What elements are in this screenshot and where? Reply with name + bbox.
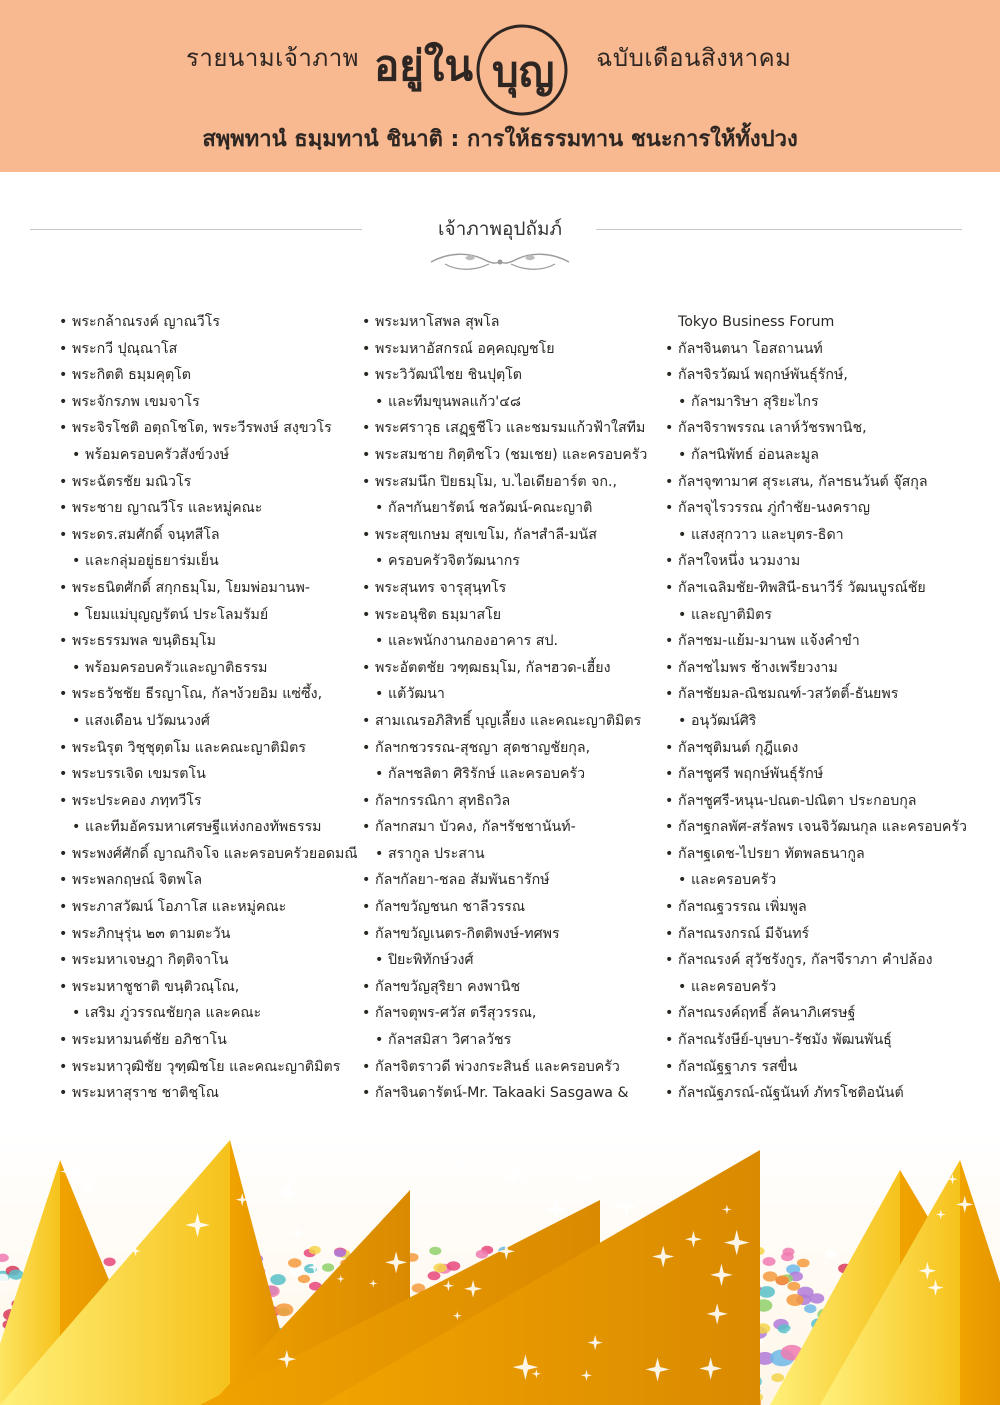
sponsor-entry <box>362 867 662 894</box>
sponsor-name: • กัลฯชัยมล-ณิชมณฑ์-วสวัตติ์-ธันยพร <box>665 681 995 708</box>
sponsor-entry <box>59 495 359 522</box>
sponsor-name: • กัลฯจิรวัฒน์ พฤกษ์พันธุ์รักษ์, <box>665 362 995 389</box>
sponsor-entry <box>59 974 359 1027</box>
sponsor-name-continued: • กัลฯสมิสา วิศาลวัชร <box>362 1027 662 1054</box>
sponsor-entry <box>665 548 995 575</box>
sponsor-list-column-3 <box>665 309 995 1107</box>
sponsor-entry <box>362 442 662 469</box>
sponsor-entry <box>665 761 995 788</box>
sponsor-name: • พระกล้าณรงค์ ญาณวีโร <box>59 309 359 336</box>
sponsor-entry <box>59 921 359 948</box>
sponsor-name-continued: • และครอบครัว <box>665 974 995 1001</box>
sponsor-entry <box>59 469 359 496</box>
sponsor-name: • พระอัตตชัย วฑฺฒธมฺโม, กัลฯฮวด-เฮี้ยง <box>362 655 662 682</box>
sponsor-name: • พระมหาชูชาติ ขนฺติวณฺโณ, <box>59 974 359 1001</box>
sponsor-name: • พระสมชาย กิตฺติชโว (ชมเชย) และครอบครัว <box>362 442 662 469</box>
sponsor-name: • พระอนุชิต ธมฺมาสโย <box>362 602 662 629</box>
header-tagline: สพฺพทานํ ธมฺมทานํ ชินาติ : การให้ธรรมทาน ชนะการให้ทั้งปวง <box>202 127 798 152</box>
sponsor-name: • กัลฯขวัญเนตร-กิตติพงษ์-ทศพร <box>362 921 662 948</box>
sponsor-name: • พระจิรโชติ อตฺถโชโต, พระวีรพงษ์ สงฺขวโร <box>59 415 359 442</box>
sponsor-name-continued: • ครอบครัวจิตวัฒนากร <box>362 548 662 575</box>
sponsor-name: • พระมหาอัสกรณ์ อคฺคญฺญชโย <box>362 336 662 363</box>
sponsor-name: • กัลฯชุติมนต์ กุฎีแดง <box>665 735 995 762</box>
sponsor-name-continued: • เสริม ภู่วรรณชัยกุล และคณะ <box>59 1000 359 1027</box>
sponsor-name-continued: • พร้อมครอบครัวสังข์วงษ์ <box>59 442 359 469</box>
sponsor-entry <box>665 788 995 815</box>
sponsor-entry <box>59 735 359 762</box>
sponsor-name-continued: • กัลฯกันยารัตน์ ชลวัฒน์-คณะญาติ <box>362 495 662 522</box>
sponsor-name-continued: • แสงสุกวาว และบุตร-ธิดา <box>665 522 995 549</box>
sponsor-name: • กัลฯกชวรรณ-สุชญา สุดชาญชัยกุล, <box>362 735 662 762</box>
sponsor-name: • กัลฯใจหนึ่ง นวมงาม <box>665 548 995 575</box>
sponsor-name: • พระธนิตศักดิ์ สกฺกธมฺโม, โยมพ่อมานพ- <box>59 575 359 602</box>
sponsor-name: • พระมหาวุฒิชัย วุฑฺฒิชโย และคณะญาติมิตร <box>59 1054 359 1081</box>
sponsor-name: • กัลฯณรงค์ สุวัชรังกูร, กัลฯจีราภา คำปล้อง <box>665 947 995 974</box>
sponsor-entry <box>362 894 662 921</box>
sponsor-entry <box>665 841 995 894</box>
sponsor-name: • พระฉัตรชัย มณิวโร <box>59 469 359 496</box>
logo-text-2: บุญ <box>492 47 555 96</box>
sponsor-name-continued: • แต้วัฒนา <box>362 681 662 708</box>
sponsor-entry <box>59 1027 359 1054</box>
sponsor-name: • กัลฯชูศรี-หนุน-ปณต-ปณิตา ประกอบกุล <box>665 788 995 815</box>
sponsor-entry <box>665 1080 995 1107</box>
section-title: เจ้าภาพอุปถัมภ์ <box>437 218 563 240</box>
sponsor-entry <box>59 628 359 681</box>
sponsor-name: • พระมหาเจษฎา กิตฺติจาโน <box>59 947 359 974</box>
sponsor-name: • กัลฯเฉลิมชัย-ทิพสินี-ธนาวีร์ วัฒนบูรณ์ชัย <box>665 575 995 602</box>
header-banner <box>0 0 1000 172</box>
sponsor-name-continued: • และกลุ่มอยู่ธยาร่มเย็น <box>59 548 359 575</box>
sponsor-entry <box>665 921 995 948</box>
sponsor-list-column-2 <box>362 309 662 1107</box>
sponsor-name-continued: Tokyo Business Forum <box>678 314 835 330</box>
sponsor-entry <box>59 1054 359 1081</box>
sponsor-name: • พระสุขเกษม สุขเขโม, กัลฯสำลี-มนัส <box>362 522 662 549</box>
sponsor-name: • กัลฯจุฑามาศ สุระเสน, กัลฯธนวันต์ จุ๊สกุล <box>665 469 995 496</box>
sponsor-name: • พระนิรุต วิชฺชุตฺตโม และคณะญาติมิตร <box>59 735 359 762</box>
sponsor-name: • พระมหามนต์ชัย อภิชาโน <box>59 1027 359 1054</box>
sponsor-name-continued: • กัลฯมาริษา สุริยะไกร <box>665 389 995 416</box>
sponsor-entry <box>665 362 995 415</box>
sponsor-entry <box>362 974 662 1001</box>
sponsor-entry <box>665 336 995 363</box>
sponsor-name: • พระธวัชชัย ธีรญาโณ, กัลฯง้วยอิม แซ่ซึ้ง, <box>59 681 359 708</box>
sponsor-name: • กัลฯฐกลพัศ-สรัลพร เจนจิวัฒนกุล และครอบครัว <box>665 814 995 841</box>
logo-text-1: อยู่ใน <box>374 41 474 90</box>
sponsor-entry <box>59 894 359 921</box>
sponsor-entry <box>665 735 995 762</box>
sponsor-name: • กัลฯขวัญสุริยา คงพานิช <box>362 974 662 1001</box>
sponsor-entry <box>59 1080 359 1107</box>
sponsor-entry <box>59 522 359 575</box>
sponsor-name: • กัลฯชไมพร ช้างเพรียวงาม <box>665 655 995 682</box>
sponsor-name: • กัลฯจิตราวดี พ่วงกระสินธ์ และครอบครัว <box>362 1054 662 1081</box>
sponsor-name: • พระดร.สมศักดิ์ จนฺทสีโล <box>59 522 359 549</box>
sponsor-name-continued: • และครอบครัว <box>665 867 995 894</box>
sponsor-name: • พระภิกษุรุ่น ๒๓ ตามตะวัน <box>59 921 359 948</box>
sponsor-name-continued: • พร้อมครอบครัวและญาติธรรม <box>59 655 359 682</box>
sponsor-name: • พระพลกฤษณ์ จิตพโล <box>59 867 359 894</box>
header-left-text: รายนามเจ้าภาพ <box>186 44 359 72</box>
sponsor-name: • พระจักรภพ เขมจาโร <box>59 389 359 416</box>
sponsor-entry <box>362 1054 662 1081</box>
sponsor-entry <box>362 814 662 867</box>
sponsor-name: • กัลฯณรงค์ฤทธิ์ ลัคนาภิเศรษฐ์ <box>665 1000 995 1027</box>
sponsor-name: • กัลฯณรังษีย์-บุษบา-รัชมัง พัฒนพันธุ์ <box>665 1027 995 1054</box>
sponsor-entry <box>665 655 995 682</box>
sponsor-entry <box>362 575 662 602</box>
sponsor-name-continued: • และทีมอัครมหาเศรษฐีแห่งกองทัพธรรม <box>59 814 359 841</box>
sponsor-entry <box>362 655 662 708</box>
sponsor-name: • กัลฯกัลยา-ชลอ สัมพันธารักษ์ <box>362 867 662 894</box>
sponsor-entry <box>665 1027 995 1054</box>
sponsor-name: • พระกวี ปุณฺณาโส <box>59 336 359 363</box>
sponsor-name: • กัลฯจตุพร-ศวัส ตรีสุวรรณ, <box>362 1000 662 1027</box>
sponsor-entry <box>59 761 359 788</box>
sponsor-name: • พระวิวัฒน์ไชย ชินปุตฺโต <box>362 362 662 389</box>
section-rule-right <box>596 229 962 230</box>
sponsor-entry <box>665 575 995 628</box>
sponsor-name-continued: • ปิยะพิทักษ์วงศ์ <box>362 947 662 974</box>
sponsor-entry <box>362 1080 662 1107</box>
sponsor-list-column-1 <box>59 309 359 1107</box>
golden-pyramids-illustration <box>0 1130 1000 1405</box>
sponsor-name: • กัลฯขวัญชนก ชาลีวรรณ <box>362 894 662 921</box>
sponsor-entry <box>59 681 359 734</box>
sponsor-entry <box>665 1054 995 1081</box>
sponsor-entry <box>665 814 995 841</box>
sponsor-name: • กัลฯจุไรวรรณ ภู่กำชัย-นงคราญ <box>665 495 995 522</box>
sponsor-entry <box>59 575 359 628</box>
sponsor-name: • พระชาย ญาณวีโร และหมู่คณะ <box>59 495 359 522</box>
sponsor-entry <box>362 602 662 655</box>
au-nai-boon-logo <box>360 14 592 118</box>
sponsor-entry <box>665 1000 995 1027</box>
sponsor-entry <box>59 362 359 389</box>
sponsor-name-continued: • และทีมขุนพลแก้ว'๔๘ <box>362 389 662 416</box>
sponsor-name-continued: • สรากูล ประสาน <box>362 841 662 868</box>
sponsor-entry <box>59 867 359 894</box>
sponsor-entry <box>59 309 359 336</box>
sponsor-name: • กัลฯจินตนา โอสถานนท์ <box>665 336 995 363</box>
sponsor-name-continued: • อนุวัฒน์ศิริ <box>665 708 995 735</box>
sponsor-entry <box>362 415 662 442</box>
sponsor-entry <box>362 735 662 788</box>
sponsor-entry <box>59 336 359 363</box>
sponsor-name: • พระประคอง ภทฺทวีโร <box>59 788 359 815</box>
sponsor-name: • พระกิตติ ธมฺมคุตฺโต <box>59 362 359 389</box>
sponsor-entry <box>665 309 995 336</box>
sponsor-entry <box>665 415 995 468</box>
sponsor-name: • สามเณรอภิสิทธิ์ บุญเลี้ยง และคณะญาติมิตร <box>362 708 662 735</box>
sponsor-entry <box>665 681 995 734</box>
sponsor-entry <box>665 628 995 655</box>
sponsor-name-continued: • กัลฯชลิตา ศิริรักษ์ และครอบครัว <box>362 761 662 788</box>
sponsor-entry <box>59 415 359 468</box>
sponsor-name: • พระสมนึก ปิยธมฺโม, บ.ไอเดียอาร์ต จก., <box>362 469 662 496</box>
sponsor-entry <box>59 841 359 868</box>
sponsor-entry <box>665 469 995 496</box>
sponsor-entry <box>362 522 662 575</box>
sponsor-entry <box>362 469 662 522</box>
sponsor-name: • พระศราวุธ เสฏฺฐชีโว และชมรมแก้วฟ้าใสทีม <box>362 415 662 442</box>
sponsor-name-continued: • และญาติมิตร <box>665 602 995 629</box>
sponsor-name: • กัลฯณัฐภรณ์-ณัฐนันท์ ภัทรโชติอนันต์ <box>665 1080 995 1107</box>
sponsor-name: • กัลฯณัฐฐาภร รสขื่น <box>665 1054 995 1081</box>
sponsor-name: • พระบรรเจิด เขมรตโน <box>59 761 359 788</box>
sponsor-entry <box>362 362 662 415</box>
sponsor-name: • พระมหาสุราช ชาติชฺโณ <box>59 1080 359 1107</box>
sponsor-entry <box>362 788 662 815</box>
sponsor-name: • กัลฯจินดารัตน์-Mr. Takaaki Sasgawa & <box>362 1080 662 1107</box>
sponsor-name: • พระสุนทร จารุสุนฺทโร <box>362 575 662 602</box>
sponsor-name: • พระภาสวัฒน์ โอภาโส และหมู่คณะ <box>59 894 359 921</box>
sponsor-entry <box>59 947 359 974</box>
sponsor-entry <box>362 921 662 974</box>
sponsor-name: • กัลฯณฐวรรณ เพิ่มพูล <box>665 894 995 921</box>
sponsor-name: • กัลฯกรรณิกา สุทธิถวิล <box>362 788 662 815</box>
sponsor-name: • พระมหาโสพล สุพโล <box>362 309 662 336</box>
sponsor-entry <box>362 1000 662 1053</box>
sponsor-entry <box>362 309 662 336</box>
sponsor-name: • กัลฯจิราพรรณ เลาห์วัชรพานิช, <box>665 415 995 442</box>
sponsor-entry <box>59 788 359 841</box>
sponsor-name: • พระพงศ์ศักดิ์ ญาณกิจโจ และครอบครัวยอดมณี <box>59 841 359 868</box>
sponsor-name: • พระธรรมพล ขนฺติธมฺโม <box>59 628 359 655</box>
sponsor-name: • กัลฯชม-แย้ม-มานพ แจ้งคำขำ <box>665 628 995 655</box>
sponsor-name-continued: • กัลฯนิพัทธ์ อ่อนละมูล <box>665 442 995 469</box>
sponsor-name-continued: • แสงเดือน ปวัฒนวงศ์ <box>59 708 359 735</box>
sponsor-entry <box>362 336 662 363</box>
scroll-ornament-icon <box>425 250 575 274</box>
sponsor-name: • กัลฯฐเดช-ไปรยา ทัตพลธนากูล <box>665 841 995 868</box>
sponsor-name-continued: • โยมแม่บุญญรัตน์ ประโลมรัมย์ <box>59 602 359 629</box>
sponsor-name: • กัลฯณรงกรณ์ มีจันทร์ <box>665 921 995 948</box>
sponsor-name-continued: • และพนักงานกองอาคาร สป. <box>362 628 662 655</box>
header-right-text: ฉบับเดือนสิงหาคม <box>596 44 792 72</box>
sponsor-entry <box>665 894 995 921</box>
sponsor-entry <box>665 495 995 548</box>
sponsor-entry <box>665 947 995 1000</box>
sponsor-name: • กัลฯชูศรี พฤกษ์พันธุ์รักษ์ <box>665 761 995 788</box>
sponsor-entry <box>362 708 662 735</box>
sponsor-entry <box>59 389 359 416</box>
sponsor-name: • กัลฯกสมา บัวคง, กัลฯรัชชานันท์- <box>362 814 662 841</box>
